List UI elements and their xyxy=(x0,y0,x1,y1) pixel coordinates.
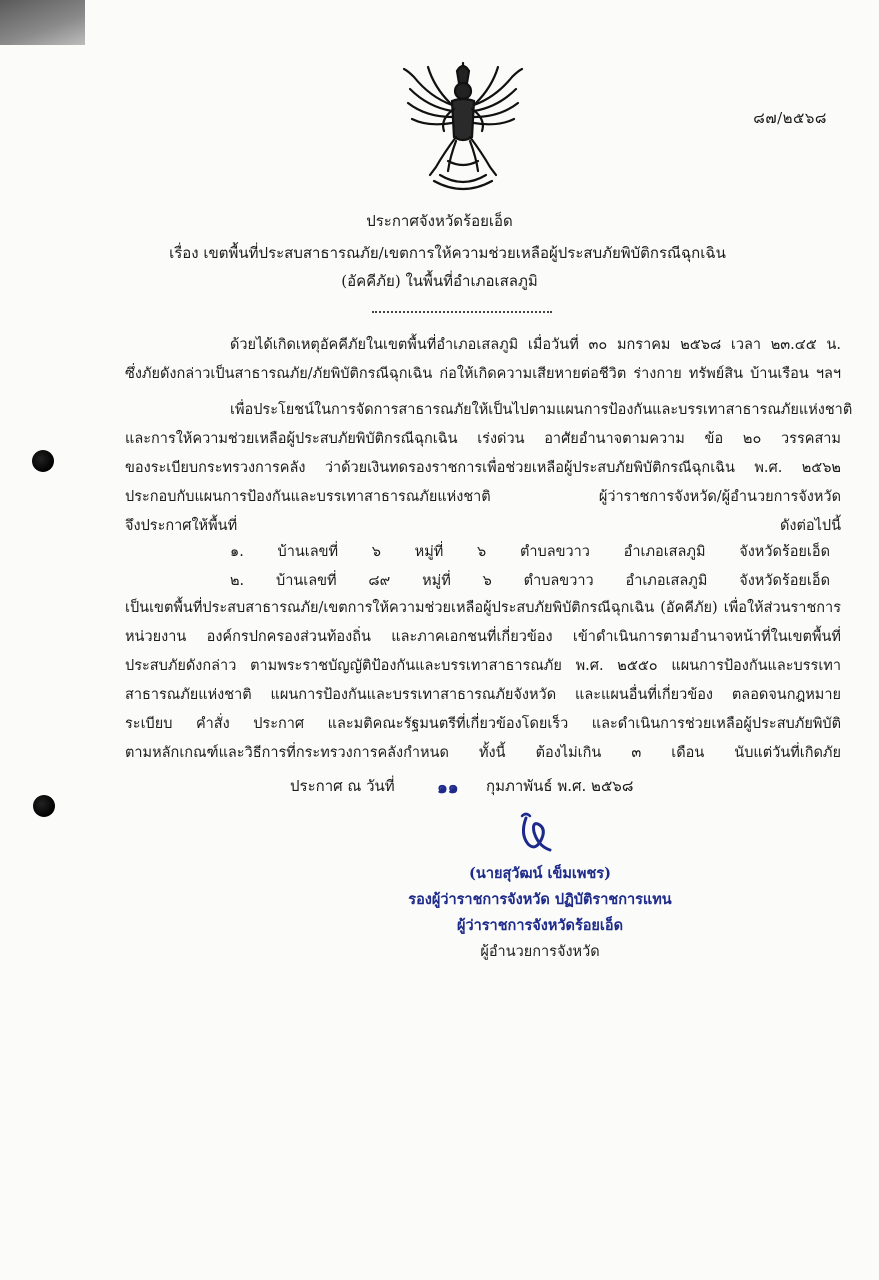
paragraph-line: ประกอบกับแผนการป้องกันและบรรเทาสาธารณภัยแห่งชาติ ผู้ว่าราชการจังหวัด/ผู้อำนวยการจังหวัด xyxy=(125,489,841,505)
paragraph-line: หน่วยงาน องค์กรปกครองส่วนท้องถิ่น และภาคเอกชนที่เกี่ยวข้อง เข้าดำเนินการตามอำนาจหน้าที่ในเขตพื้นที่ xyxy=(125,629,841,645)
paragraph-line: ของระเบียบกระทรวงการคลัง ว่าด้วยเงินทดรองราชการเพื่อช่วยเหลือผู้ประสบภัยพิบัติกรณีฉุกเฉิน พ.ศ. ๒๕๖๒ xyxy=(125,460,841,476)
punch-hole xyxy=(32,450,54,472)
paragraph-3 xyxy=(125,594,841,768)
date-day: ๑๑ xyxy=(437,778,459,798)
paragraph-line: จึงประกาศให้พื้นที่ ดังต่อไปนี้ xyxy=(125,518,841,534)
paragraph-line: เพื่อประโยชน์ในการจัดการสาธารณภัยให้เป็นไปตามแผนการป้องกันและบรรเทาสาธารณภัยแห่งชาติ xyxy=(230,402,853,418)
subject-line-2: (อัคคีภัย) ในพื้นที่อำเภอเสลภูมิ xyxy=(341,272,538,290)
punch-hole xyxy=(33,795,55,817)
list-item: ๑. บ้านเลขที่ ๖ หมู่ที่ ๖ ตำบลขวาว อำเภอเสลภูมิ จังหวัดร้อยเอ็ด xyxy=(230,544,830,560)
area-list xyxy=(230,538,830,596)
paragraph-line: และการให้ความช่วยเหลือผู้ประสบภัยพิบัติกรณีฉุกเฉิน เร่งด่วน อาศัยอำนาจตามความ ข้อ ๒๐ วรรคสาม xyxy=(125,431,841,447)
date-month-year: กุมภาพันธ์ พ.ศ. ๒๕๖๘ xyxy=(486,777,634,795)
title-divider xyxy=(372,311,552,313)
paragraph-2 xyxy=(125,396,853,541)
handwritten-signature xyxy=(510,808,560,858)
paragraph-line: ด้วยได้เกิดเหตุอัคคีภัยในเขตพื้นที่อำเภอเสลภูมิ เมื่อวันที่ ๓๐ มกราคม ๒๕๖๘ เวลา ๒๓.๔๕ น. xyxy=(230,337,841,353)
paragraph-line: ซึ่งภัยดังกล่าวเป็นสาธารณภัย/ภัยพิบัติกรณีฉุกเฉิน ก่อให้เกิดความเสียหายต่อชีวิต ร่างกาย ทรัพย์สิน บ้านเรือน ฯลฯ xyxy=(125,366,841,382)
signer-position-2: ผู้ว่าราชการจังหวัดร้อยเอ็ด xyxy=(456,917,624,934)
date-prefix: ประกาศ ณ วันที่ xyxy=(290,777,395,795)
document-number: ๘๗/๒๕๖๘ xyxy=(753,109,827,127)
subject-line-1: เรื่อง เขตพื้นที่ประสบสาธารณภัย/เขตการให้ความช่วยเหลือผู้ประสบภัยพิบัติกรณีฉุกเฉิน xyxy=(169,244,726,262)
list-item: ๒. บ้านเลขที่ ๘๙ หมู่ที่ ๖ ตำบลขวาว อำเภอเสลภูมิ จังหวัดร้อยเอ็ด xyxy=(230,573,830,589)
page-fold-shadow xyxy=(0,0,85,45)
paragraph-line: สาธารณภัยแห่งชาติ แผนการป้องกันและบรรเทาสาธารณภัยจังหวัด และแผนอื่นที่เกี่ยวข้อง ตลอดจนกฎหมาย xyxy=(125,687,841,703)
paragraph-1 xyxy=(125,331,841,389)
signer-position-1: รองผู้ว่าราชการจังหวัด ปฏิบัติราชการแทน xyxy=(408,891,672,908)
signer-position-3: ผู้อำนวยการจังหวัด xyxy=(480,944,600,960)
paragraph-line: ระเบียบ คำสั่ง ประกาศ และมติคณะรัฐมนตรีที่เกี่ยวข้องโดยเร็ว และดำเนินการช่วยเหลือผู้ประสบภัยพิบัติ xyxy=(125,716,841,732)
document-title: ประกาศจังหวัดร้อยเอ็ด xyxy=(366,212,513,230)
paragraph-line: ประสบภัยดังกล่าว ตามพระราชบัญญัติป้องกันและบรรเทาสาธารณภัย พ.ศ. ๒๕๕๐ แผนการป้องกันและบรรเทา xyxy=(125,658,841,674)
garuda-emblem-icon xyxy=(400,57,526,197)
paragraph-line: เป็นเขตพื้นที่ประสบสาธารณภัย/เขตการให้ความช่วยเหลือผู้ประสบภัยพิบัติกรณีฉุกเฉิน (อัคคีภัย) เพื่อให้ส่วนราชการ xyxy=(125,600,841,616)
paragraph-line: ตามหลักเกณฑ์และวิธีการที่กระทรวงการคลังกำหนด ทั้งนี้ ต้องไม่เกิน ๓ เดือน นับแต่วันที่เกิดภัย xyxy=(125,745,841,761)
signer-name: (นายสุวัฒน์ เข็มเพชร) xyxy=(469,865,611,882)
